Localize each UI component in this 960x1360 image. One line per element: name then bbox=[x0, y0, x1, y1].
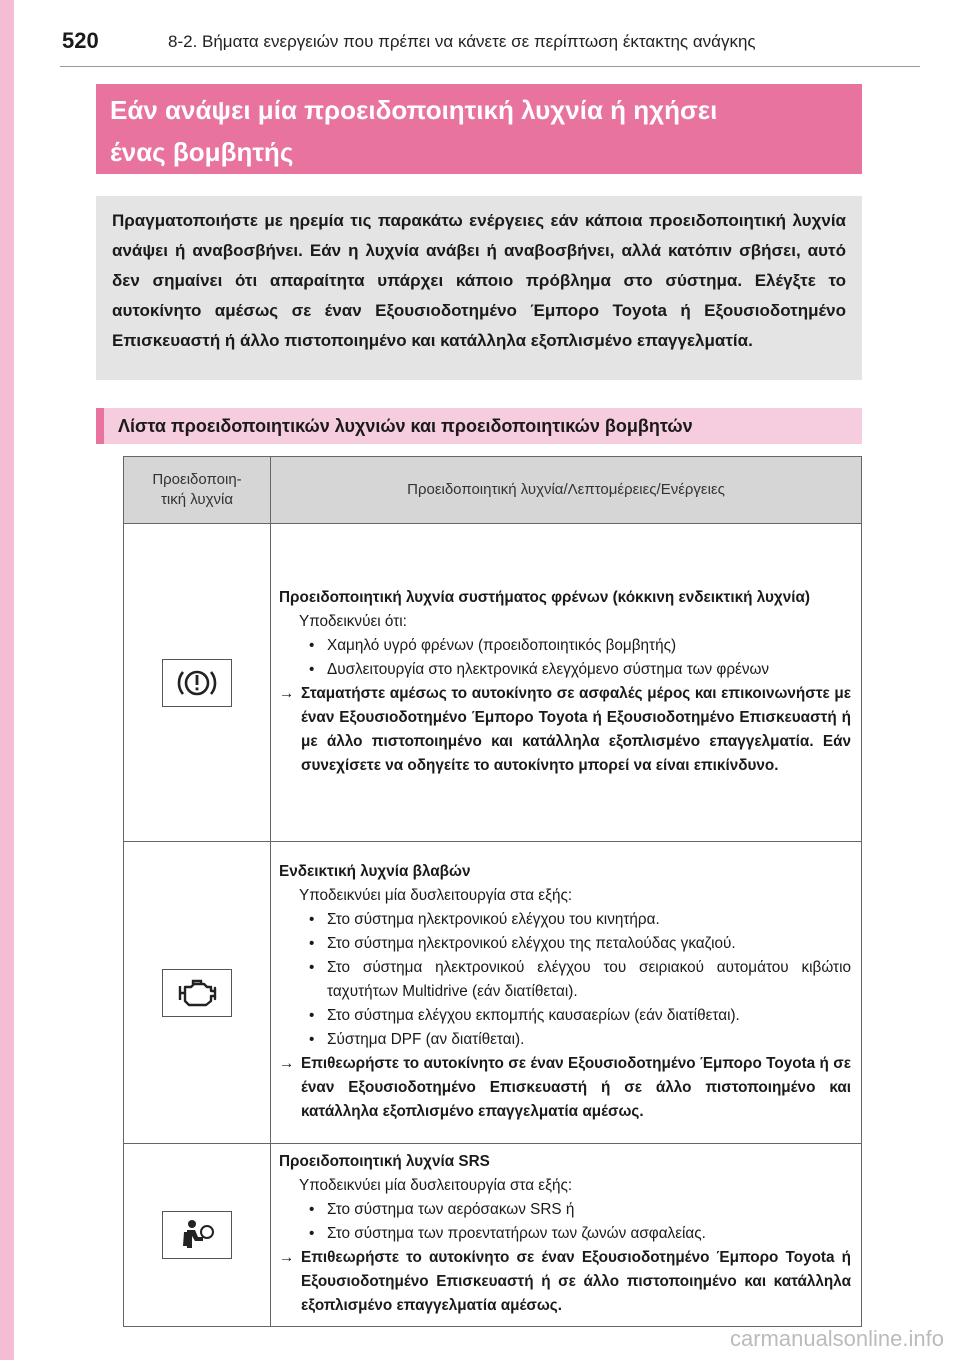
header-divider bbox=[60, 66, 920, 67]
description-cell bbox=[271, 842, 862, 1144]
banner-title-line2: ένας βομβητής bbox=[110, 137, 294, 167]
intro-text: Πραγματοποιήστε με ηρεμία τις παρακάτω ενέργειες εάν κάποια προειδοποιητική λυχνία ανάψει ή αναβοσβήνει. Εάν η λυχνία ανάβει ή αναβοσβήνει, αλλά κατόπιν σβήσει, αυτό δεν σημαίνει ότι απαραίτητα υπάρχει κάποιο πρόβλημα στο σύστημα. Ελέγξτε το αυτοκίνητο αμέσως σε έναν Εξουσιοδοτημένο Έμπορο Toyota ή Εξουσιοδοτημένο Επισκευαστή ή άλλο πιστοποιημένο και κατάλληλα εξοπλισμένο επαγγελματία. bbox=[112, 211, 846, 350]
list-item: • Χαμηλό υγρό φρένων (προειδοποιητικός βομβητής) bbox=[279, 634, 851, 658]
icon-cell bbox=[124, 524, 271, 842]
description-cell bbox=[271, 1144, 862, 1327]
intro-box bbox=[96, 196, 862, 380]
table-row bbox=[124, 842, 862, 1144]
description-cell bbox=[271, 524, 862, 842]
action-text: → Επιθεωρήστε το αυτοκίνητο σε έναν Εξουσιοδοτημένο Έμπορο Toyota ή σε έναν Εξουσιοδοτημένο Επισκευαστή ή σε άλλο πιστοποιημένο και κατάλληλα εξοπλισμένο επαγγελματία αμέσως. bbox=[279, 1052, 851, 1124]
action-text: → Σταματήστε αμέσως το αυτοκίνητο σε ασφαλές μέρος και επικοινωνήστε με έναν Εξουσιοδοτημένο Έμπορο Toyota ή Εξουσιοδοτημένο Επισκευαστή ή με άλλο πιστοποιημένο και κατάλληλα εξοπλισμένο επαγγελματία. Εάν συνεχίσετε να οδηγείτε το αυτοκίνητο μπορεί να είναι επικίνδυνο. bbox=[279, 682, 851, 778]
banner-title-line1: Εάν ανάψει μία προειδοποιητική λυχνία ή ηχήσει bbox=[110, 95, 718, 125]
list-item: • Στο σύστημα των αερόσακων SRS ή bbox=[279, 1198, 851, 1222]
light-title: Ενδεικτική λυχνία βλαβών bbox=[279, 862, 471, 880]
table-header-light: Προειδοποιη- τική λυχνία bbox=[124, 457, 271, 524]
watermark: carmanualsonline.info bbox=[729, 1326, 944, 1351]
table-header-row bbox=[124, 457, 862, 524]
table-row bbox=[124, 1144, 862, 1327]
light-intro: Υποδεικνύει μία δυσλειτουργία στα εξής: bbox=[299, 886, 573, 904]
srs-airbag-icon bbox=[162, 1211, 232, 1259]
light-intro: Υποδεικνύει μία δυσλειτουργία στα εξής: bbox=[299, 1177, 573, 1194]
list-heading: Λίστα προειδοποιητικών λυχνιών και προειδοποιητικών βομβητών bbox=[96, 408, 862, 444]
list-item: • Δυσλειτουργία στο ηλεκτρονικά ελεγχόμενο σύστημα των φρένων bbox=[279, 658, 851, 682]
light-title: Προειδοποιητική λυχνία SRS bbox=[279, 1153, 490, 1170]
side-color-bar bbox=[0, 0, 14, 1360]
table-header-details: Προειδοποιητική λυχνία/Λεπτομέρειες/Ενέργειες bbox=[271, 457, 862, 524]
engine-malfunction-icon bbox=[162, 969, 232, 1017]
section-banner bbox=[96, 84, 862, 174]
action-text: → Επιθεωρήστε το αυτοκίνητο σε έναν Εξουσιοδοτημένο Έμπορο Toyota ή Εξουσιοδοτημένο Επισκευαστή ή σε άλλο πιστοποιημένο και κατάλληλα εξοπλισμένο επαγγελματία αμέσως. bbox=[279, 1246, 851, 1318]
icon-cell bbox=[124, 1144, 271, 1327]
chapter-title: 8-2. Βήματα ενεργειών που πρέπει να κάνετε σε περίπτωση έκτακτης ανάγκης bbox=[168, 32, 756, 51]
brake-warning-icon bbox=[162, 659, 232, 707]
list-item: • Στο σύστημα των προεντατήρων των ζωνών ασφαλείας. bbox=[279, 1222, 851, 1246]
list-item: • Σύστημα DPF (αν διατίθεται). bbox=[279, 1028, 851, 1052]
list-item: • Στο σύστημα ελέγχου εκπομπής καυσαερίων (εάν διατίθεται). bbox=[279, 1004, 851, 1028]
page-number: 520 bbox=[62, 28, 99, 53]
warning-lights-table bbox=[123, 456, 862, 1327]
list-item: • Στο σύστημα ηλεκτρονικού ελέγχου του σειριακού αυτομάτου κιβώτιο ταχυτήτων Multidrive (εάν διατίθεται). bbox=[279, 956, 851, 1004]
light-intro: Υποδεικνύει ότι: bbox=[299, 612, 407, 630]
light-title: Προειδοποιητική λυχνία συστήματος φρένων (κόκκινη ενδεικτική λυχνία) bbox=[279, 588, 810, 606]
table-row bbox=[124, 524, 862, 842]
icon-cell bbox=[124, 842, 271, 1144]
list-item: • Στο σύστημα ηλεκτρονικού ελέγχου του κινητήρα. bbox=[279, 908, 851, 932]
list-item: • Στο σύστημα ηλεκτρονικού ελέγχου της πεταλούδας γκαζιού. bbox=[279, 932, 851, 956]
